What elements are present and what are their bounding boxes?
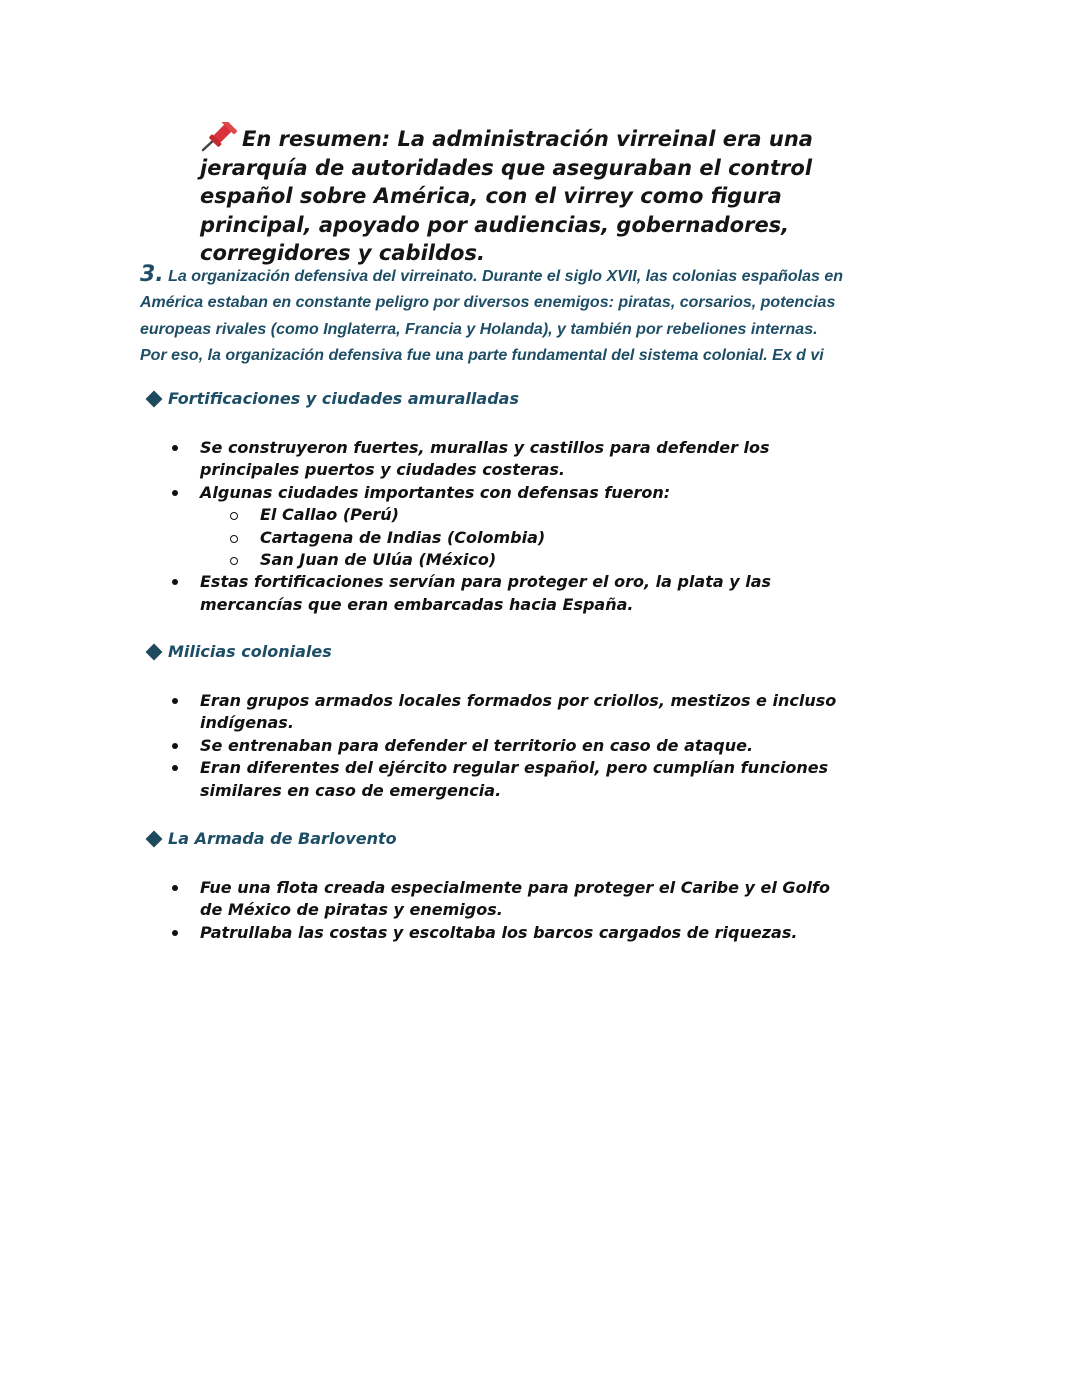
list-item: Algunas ciudades importantes con defensas fueron: El Callao (Perú) Cartagena de Indias (Colombia) San Juan de Ulúa (México) [0, 482, 840, 572]
bullet-dot-icon [172, 885, 178, 891]
bullet-dot-icon [172, 765, 178, 771]
section-number: 3. [140, 262, 164, 287]
section-3-line: europeas rivales (como Inglaterra, Francia y Holanda), y también por rebeliones internas. [140, 320, 818, 338]
list-item: Se entrenaban para defender el territorio en caso de ataque. [0, 735, 840, 757]
summary-text: En resumen: La administración virreinal era una jerarquía de autoridades que aseguraban el control español sobre América, con el virrey como figura principal, apoyado por audiencias, gobernadores, corregidores y cabildos. [200, 127, 813, 265]
list-item: Eran diferentes del ejército regular español, pero cumplían funciones similares en caso de emergencia. [0, 757, 840, 802]
cities-sublist [200, 504, 840, 571]
bullet-dot-icon [172, 743, 178, 749]
diamond-bullet-icon [146, 643, 163, 660]
summary-paragraph [200, 122, 880, 268]
list-item: Se construyeron fuertes, murallas y castillos para defender los principales puertos y ciudades costeras. [0, 437, 840, 482]
milicias-heading: Milicias coloniales [144, 642, 332, 661]
list-item: Estas fortificaciones servían para proteger el oro, la plata y las mercancías que eran embarcadas hacia España. [0, 571, 840, 616]
pushpin-icon [200, 122, 240, 152]
milicias-list [0, 690, 840, 802]
section-3-line: América estaban en constante peligro por diversos enemigos: piratas, corsarios, potencias [140, 294, 836, 312]
diamond-bullet-icon [146, 830, 163, 847]
circle-bullet-icon [230, 535, 238, 543]
section-3-line: 3. La organización defensiva del virreinato. Durante el siglo XVII, las colonias españolas en [140, 262, 843, 287]
sublist-item: Cartagena de Indias (Colombia) [200, 527, 840, 549]
fortificaciones-list [0, 437, 840, 616]
sublist-item: San Juan de Ulúa (México) [200, 549, 840, 571]
circle-bullet-icon [230, 512, 238, 520]
sublist-item: El Callao (Perú) [200, 504, 840, 526]
bullet-dot-icon [172, 698, 178, 704]
diamond-bullet-icon [146, 390, 163, 407]
bullet-dot-icon [172, 445, 178, 451]
section-3-line: Por eso, la organización defensiva fue una parte fundamental del sistema colonial. Ex d vi [140, 346, 824, 364]
fortificaciones-heading: Fortificaciones y ciudades amuralladas [144, 389, 519, 408]
bullet-dot-icon [172, 930, 178, 936]
bullet-dot-icon [172, 490, 178, 496]
armada-heading: La Armada de Barlovento [144, 829, 397, 848]
list-item: Fue una flota creada especialmente para proteger el Caribe y el Golfo de México de piratas y enemigos. [0, 877, 840, 922]
bullet-dot-icon [172, 579, 178, 585]
circle-bullet-icon [230, 557, 238, 565]
list-item: Eran grupos armados locales formados por criollos, mestizos e incluso indígenas. [0, 690, 840, 735]
section-3-paragraph [140, 262, 860, 369]
list-item: Patrullaba las costas y escoltaba los barcos cargados de riquezas. [0, 922, 840, 944]
armada-list [0, 877, 840, 944]
